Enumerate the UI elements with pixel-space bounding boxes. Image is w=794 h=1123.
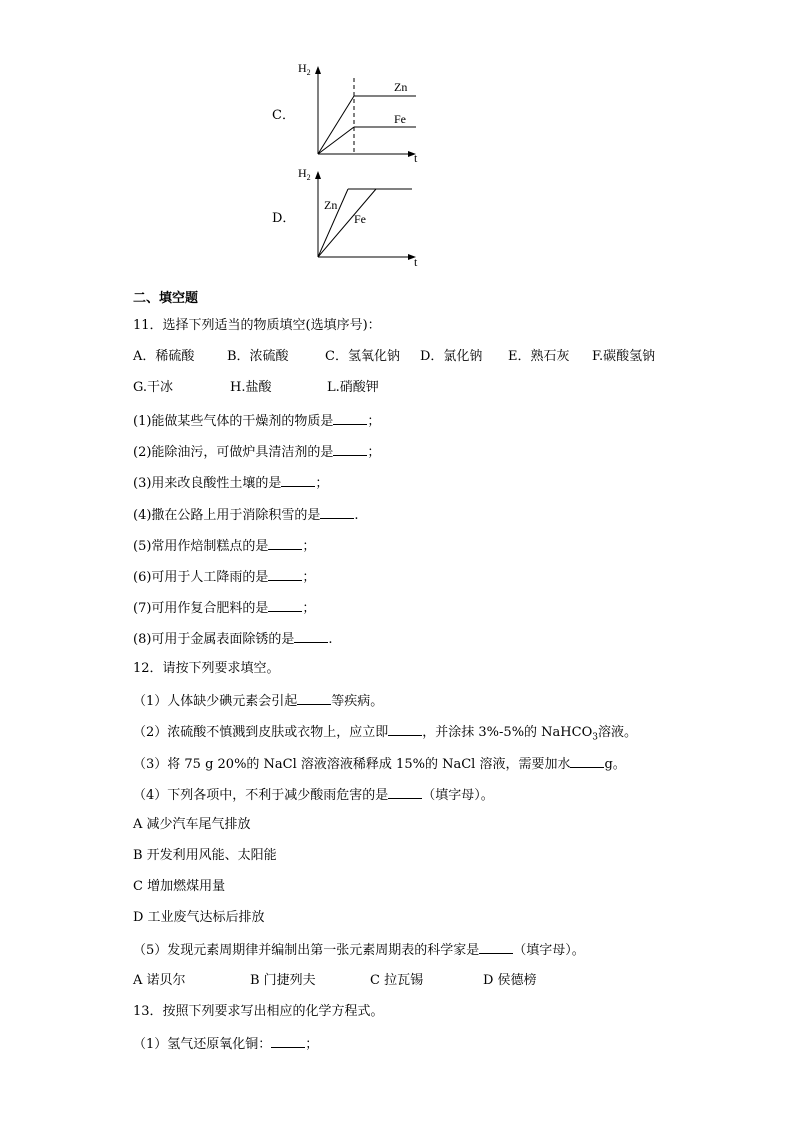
q11-option-f: F.碳酸氢钠	[592, 349, 656, 364]
graph-d-x-axis-label: t	[414, 255, 418, 269]
q12-part-2: （2）浓硫酸不慎溅到皮肤或衣物上，应立即 ，并涂抹 3%-5%的 NaHCO$_3$溶液。	[133, 725, 638, 743]
q12-part-5-option-a: A 诺贝尔	[133, 973, 186, 988]
q12-stem: 12．请按下列要求填空。	[133, 661, 280, 676]
q12-part-5-option-d: D 侯德榜	[483, 973, 537, 988]
q12-part-5: （5）发现元素周期律并编制出第一张元素周期表的科学家是 （填字母）。	[133, 943, 585, 958]
q12-part-4: （4）下列各项中，不利于减少酸雨危害的是 （填字母）。	[133, 788, 494, 803]
q12-part-5-option-c: C 拉瓦锡	[370, 973, 424, 988]
q11-option-l: L.硝酸钾	[327, 380, 379, 395]
option-c-label: C．	[272, 108, 295, 123]
q12-part-4-option-d: D 工业废气达标后排放	[133, 910, 265, 925]
answer-blank[interactable]	[320, 506, 354, 519]
q11-item-8: (8)可用于金属表面除锈的是 .	[133, 632, 333, 647]
q13-part-1: （1）氢气还原氧化铜： ；	[133, 1037, 319, 1052]
graph-d	[290, 163, 430, 271]
q11-option-d: D．氯化钠	[420, 349, 483, 364]
graph-c	[290, 58, 430, 166]
q12-part-4-option-c: C 增加燃煤用量	[133, 879, 226, 894]
answer-blank[interactable]	[570, 755, 604, 768]
q13-stem: 13．按照下列要求写出相应的化学方程式。	[133, 1004, 384, 1019]
answer-blank[interactable]	[388, 723, 422, 736]
q11-stem: 11．选择下列适当的物质填空(选填序号)：	[133, 318, 381, 333]
answer-blank[interactable]	[297, 692, 331, 705]
graph-d-fe-label: Fe	[354, 212, 366, 226]
q11-option-c: C．氢氧化钠	[325, 349, 400, 364]
answer-blank[interactable]	[388, 786, 422, 799]
q11-item-3: (3)用来改良酸性土壤的是 ；	[133, 476, 329, 491]
graph-c-x-axis-label: t	[414, 151, 418, 165]
graph-c-zn-line	[318, 96, 354, 154]
q11-item-1: (1)能做某些气体的干燥剂的物质是 ；	[133, 414, 381, 429]
answer-blank[interactable]	[268, 537, 302, 550]
q11-item-2: (2)能除油污，可做炉具清洁剂的是 ；	[133, 445, 381, 460]
graph-c-zn-label: Zn	[394, 80, 408, 94]
q11-item-6: (6)可用于人工降雨的是 ；	[133, 570, 316, 585]
graph-d-y-arrow	[315, 171, 321, 179]
q12-part-5-option-b: B 门捷列夫	[250, 973, 316, 988]
answer-blank[interactable]	[479, 941, 513, 954]
answer-blank[interactable]	[333, 412, 367, 425]
answer-blank[interactable]	[333, 443, 367, 456]
graph-c-fe-label: Fe	[394, 112, 406, 126]
graph-d-zn-label: Zn	[324, 198, 338, 212]
q12-part-3: （3）将 75 g 20%的 NaCl 溶液溶液稀释成 15%的 NaCl 溶液，需要加水 g。	[133, 757, 626, 772]
q11-option-h: H.盐酸	[230, 380, 272, 395]
answer-blank[interactable]	[268, 599, 302, 612]
q11-item-7: (7)可用作复合肥料的是 ；	[133, 601, 316, 616]
graph-c-fe-line	[318, 127, 354, 154]
answer-blank[interactable]	[271, 1035, 305, 1048]
q12-part-4-option-a: A 减少汽车尾气排放	[133, 817, 251, 832]
graph-d-y-axis-label: $H_2$	[298, 166, 311, 182]
q11-option-g: G.干冰	[133, 380, 174, 395]
answer-blank[interactable]	[294, 630, 328, 643]
q11-item-4: (4)撒在公路上用于消除积雪的是 .	[133, 508, 359, 523]
q11-option-a: A．稀硫酸	[133, 349, 195, 364]
q11-option-e: E．熟石灰	[508, 349, 570, 364]
graph-c-y-axis-label: $H_2$	[298, 61, 311, 77]
q11-item-5: (5)常用作焙制糕点的是 ；	[133, 539, 316, 554]
section-title: 二、填空题	[133, 291, 199, 306]
q12-part-4-option-b: B 开发利用风能、太阳能	[133, 848, 277, 863]
q11-option-b: B．浓硫酸	[227, 349, 289, 364]
answer-blank[interactable]	[281, 474, 315, 487]
answer-blank[interactable]	[268, 568, 302, 581]
option-d-label: D．	[272, 211, 296, 226]
q12-part-1: （1）人体缺少碘元素会引起 等疾病。	[133, 694, 384, 709]
graph-c-y-arrow	[315, 66, 321, 74]
